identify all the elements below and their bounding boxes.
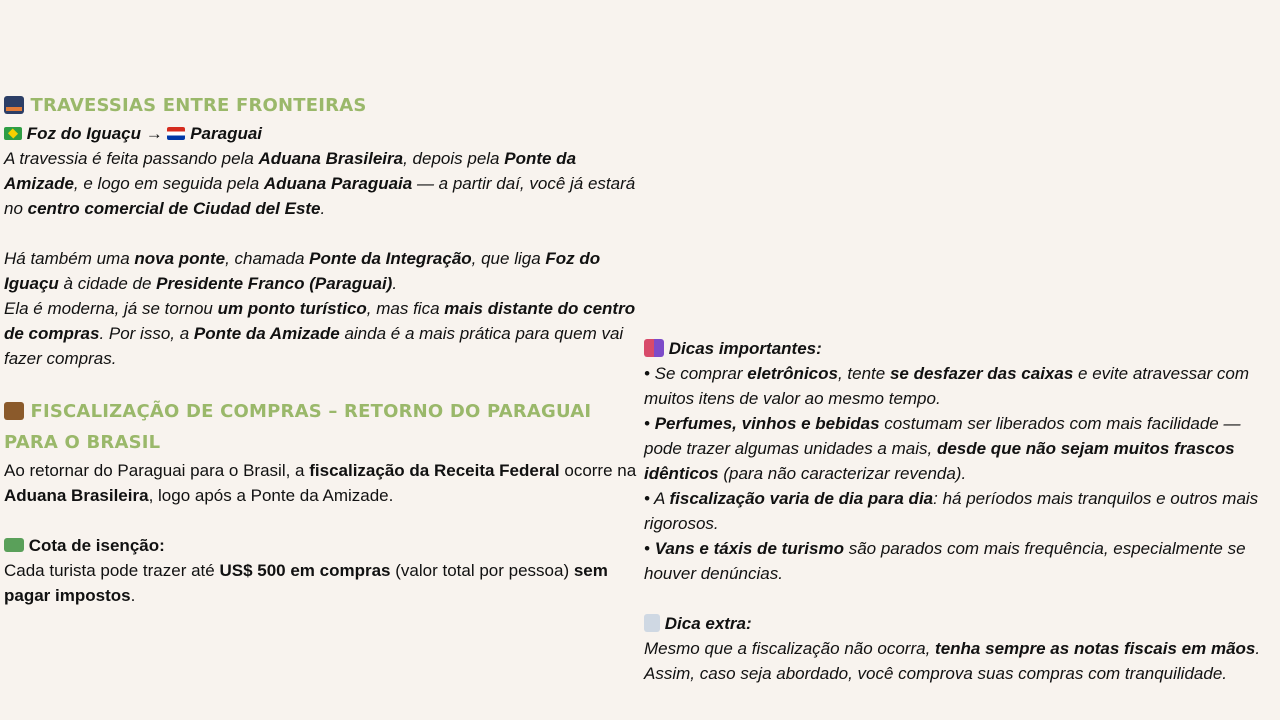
tip-item-3 bbox=[644, 486, 1274, 536]
bold-run: mais distante do centro de compras bbox=[4, 299, 636, 343]
paragraph-quota bbox=[4, 558, 640, 608]
text-run: • A bbox=[644, 489, 670, 508]
bold-run: Perfumes, vinhos e bebidas bbox=[654, 414, 880, 433]
text-run: Cada turista pode trazer até bbox=[4, 561, 220, 580]
briefcase-icon bbox=[4, 402, 24, 420]
arrow-icon: → bbox=[145, 124, 163, 143]
left-column bbox=[4, 90, 640, 608]
text-run: • bbox=[644, 414, 655, 433]
text-run: — a partir daí, você já estará no bbox=[4, 174, 636, 218]
bold-run: centro comercial de Ciudad del Este bbox=[27, 199, 321, 218]
section-heading-travessias bbox=[4, 90, 640, 121]
bold-run: se desfazer das caixas bbox=[889, 364, 1074, 383]
tips-title bbox=[644, 336, 1274, 361]
quota-title bbox=[4, 533, 640, 558]
text-run: • bbox=[644, 539, 655, 558]
text-run: , e logo em seguida pela bbox=[73, 174, 264, 193]
bold-run: Vans e táxis de turismo bbox=[654, 539, 844, 558]
text-run: Ela é moderna, já se tornou bbox=[4, 299, 218, 318]
bold-run: sem pagar impostos bbox=[4, 561, 608, 605]
tip-item-1 bbox=[644, 361, 1274, 411]
text-run: ocorre na bbox=[559, 461, 637, 480]
bold-run: tenha sempre as notas fiscais em mãos bbox=[935, 639, 1256, 658]
text-run: , tente bbox=[837, 364, 890, 383]
bold-run: fiscalização varia de dia para dia bbox=[669, 489, 934, 508]
bold-run: nova ponte bbox=[134, 249, 226, 268]
bold-run: Presidente Franco (Paraguai) bbox=[156, 274, 393, 293]
paragraph-nova-ponte bbox=[4, 246, 640, 296]
bold-run: desde que não sejam muitos frascos idênticos bbox=[644, 439, 1235, 483]
paragraph-travessia bbox=[4, 146, 640, 221]
text-run: • Se comprar bbox=[644, 364, 748, 383]
money-icon bbox=[4, 538, 24, 552]
tips-title-text: Dicas importantes: bbox=[668, 339, 822, 358]
paragraph-moderna bbox=[4, 296, 640, 371]
bold-run: Ponte da Integração bbox=[309, 249, 472, 268]
brazil-flag-icon bbox=[4, 127, 22, 140]
bold-run: Aduana Paraguaia bbox=[263, 174, 413, 193]
text-run: , logo após a Ponte da Amizade. bbox=[148, 486, 394, 505]
heading-text: TRAVESSIAS ENTRE FRONTEIRAS bbox=[30, 95, 367, 116]
paragraph-retorno bbox=[4, 458, 640, 508]
text-run: , chamada bbox=[225, 249, 310, 268]
receipt-icon bbox=[644, 614, 660, 632]
quota-title-text: Cota de isenção: bbox=[28, 536, 165, 555]
bold-run: Foz do Iguaçu bbox=[4, 249, 601, 293]
text-run: : há períodos mais tranquilos e outros mais rigorosos. bbox=[644, 489, 1259, 533]
text-run: Há também uma bbox=[4, 249, 135, 268]
text-run: Mesmo que a fiscalização não ocorra, bbox=[644, 639, 936, 658]
text-run: . Por isso, a bbox=[99, 324, 194, 343]
bridge-icon bbox=[4, 96, 24, 114]
text-run: . bbox=[392, 274, 398, 293]
bold-run: um ponto turístico bbox=[217, 299, 367, 318]
text-run: ainda é a mais prática para quem vai fazer compras. bbox=[4, 324, 624, 368]
bold-run: Ponte da Amizade bbox=[193, 324, 340, 343]
bold-run: Aduana Brasileira bbox=[258, 149, 404, 168]
text-run: . Assim, caso seja abordado, você comprova suas compras com tranquilidade. bbox=[644, 639, 1261, 683]
route-to: Paraguai bbox=[190, 124, 263, 143]
text-run: , depois pela bbox=[403, 149, 505, 168]
text-run: são parados com mais frequência, especialmente se houver denúncias. bbox=[644, 539, 1246, 583]
section-heading-fiscalizacao bbox=[4, 396, 614, 458]
tip-item-4 bbox=[644, 536, 1274, 586]
bold-run: fiscalização da Receita Federal bbox=[309, 461, 560, 480]
extra-title-text: Dica extra: bbox=[664, 614, 752, 633]
route-from: Foz do Iguaçu bbox=[26, 124, 142, 143]
right-column bbox=[644, 336, 1274, 686]
text-run: (para não caracterizar revenda). bbox=[718, 464, 967, 483]
bold-run: US$ 500 em compras bbox=[219, 561, 391, 580]
extra-title bbox=[644, 611, 1274, 636]
tip-item-2 bbox=[644, 411, 1274, 486]
paragraph-extra bbox=[644, 636, 1274, 686]
text-run: costumam ser liberados com mais facilidade — pode trazer algumas unidades a mais, bbox=[644, 414, 1241, 458]
bold-run: Ponte da Amizade bbox=[4, 149, 577, 193]
text-run: . bbox=[320, 199, 326, 218]
bold-run: eletrônicos bbox=[747, 364, 838, 383]
text-run: à cidade de bbox=[58, 274, 157, 293]
heading-text: FISCALIZAÇÃO DE COMPRAS – RETORNO DO PARAGUAI PARA O BRASIL bbox=[4, 401, 592, 453]
text-run: Ao retornar do Paraguai para o Brasil, a bbox=[4, 461, 310, 480]
text-run: , mas fica bbox=[366, 299, 445, 318]
text-run: . bbox=[130, 586, 136, 605]
text-run: e evite atravessar com muitos itens de valor ao mesmo tempo. bbox=[644, 364, 1250, 408]
text-run: A travessia é feita passando pela bbox=[4, 149, 259, 168]
paraguay-flag-icon bbox=[167, 127, 185, 140]
route-line bbox=[4, 121, 640, 146]
text-run: , que liga bbox=[471, 249, 546, 268]
shopping-bags-icon bbox=[644, 339, 664, 357]
bold-run: Aduana Brasileira bbox=[4, 486, 149, 505]
text-run: (valor total por pessoa) bbox=[390, 561, 574, 580]
